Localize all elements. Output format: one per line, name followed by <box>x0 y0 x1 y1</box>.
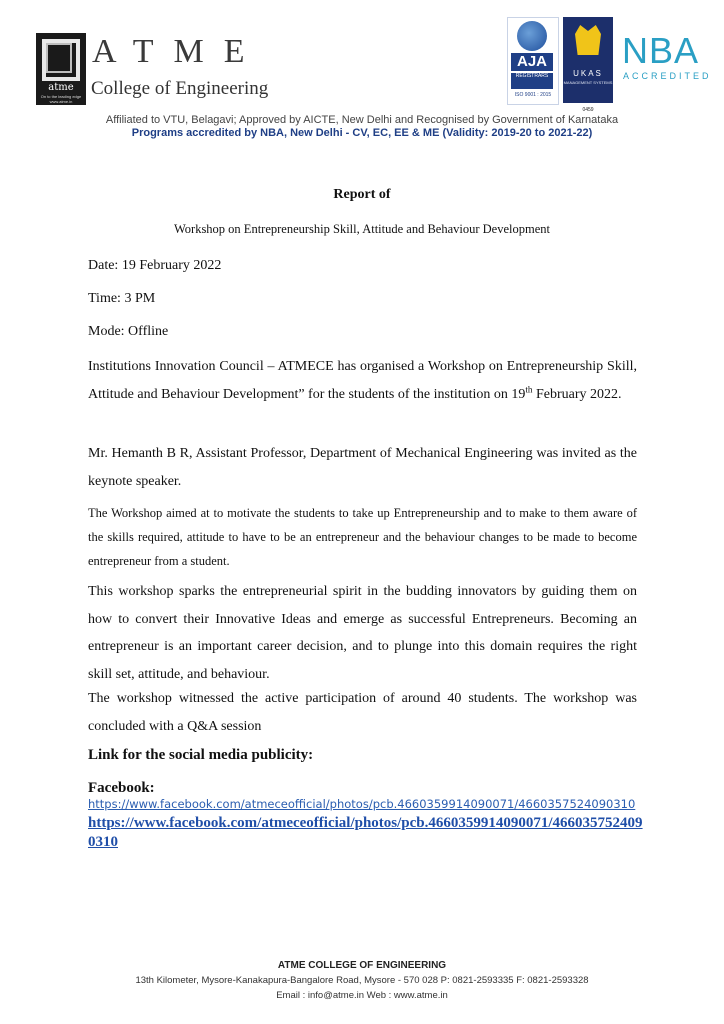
footer-college-name: ATME COLLEGE OF ENGINEERING <box>277 960 447 971</box>
facebook-link-primary[interactable]: https://www.facebook.com/atmeceofficial/photos/pcb.4660359914090071/4660357524090310 <box>88 797 636 811</box>
footer-contact: Email : info@atme.in Web : www.atme.in <box>276 990 448 1001</box>
ukas-sub-label: MANAGEMENT SYSTEMS <box>563 80 613 85</box>
ukas-label: UKAS <box>573 69 603 78</box>
logo-inner-shape <box>46 43 72 73</box>
globe-icon <box>517 21 547 51</box>
crown-icon <box>575 25 601 55</box>
event-date: Date: 19 February 2022 <box>88 258 222 273</box>
logo-tagline: On to the leading edge www.atme.in <box>40 94 82 104</box>
paragraph-speaker: Mr. Hemanth B R, Assistant Professor, Department of Mechanical Engineering was invited as the keynote speaker. <box>88 446 637 489</box>
social-media-heading: Link for the social media publicity: <box>88 747 314 763</box>
paragraph-intro-end: February 2022. <box>532 386 622 402</box>
nba-accredited-text: ACCREDITED <box>623 71 712 81</box>
programs-accreditation-line: Programs accredited by NBA, New Delhi - CV, EC, EE & ME (Validity: 2019-20 to 2021-22) <box>131 127 593 139</box>
ukas-number: 0459 <box>582 107 594 113</box>
aja-iso-label: ISO 9001 : 2015 <box>514 92 552 98</box>
paragraph-participation: The workshop witnessed the active participation of around 40 students. The workshop was concluded with a Q&A session <box>88 691 637 734</box>
event-time: Time: 3 PM <box>88 291 156 306</box>
facebook-label: Facebook: <box>88 780 155 796</box>
nba-logo-text: NBA <box>622 30 700 71</box>
aja-label: AJA <box>511 53 553 71</box>
paragraph-intro-text: Institutions Innovation Council – ATMECE has organised a Workshop on Entrepreneurship Skill, Attitude and Behaviour Development” for the students of the institution on 19 <box>88 359 637 402</box>
logo-word: atme <box>48 82 74 93</box>
affiliation-line: Affiliated to VTU, Belagavi; Approved by AICTE, New Delhi and Recognised by Government of Karnataka <box>105 114 619 126</box>
brand-subtitle: College of Engineering <box>91 78 269 99</box>
paragraph-aim: The Workshop aimed at to motivate the students to take up Entrepreneurship and to make to them aware of the skills required, attitude to have to be an entrepreneur and the behaviour changes to be made to become entrepreneur from a student. <box>88 506 637 568</box>
paragraph-intro <box>88 353 637 408</box>
atme-logo <box>36 33 86 105</box>
aja-registrars-label: REGISTRARS <box>511 73 553 89</box>
brand-name: ATME <box>92 33 265 70</box>
ordinal-suffix: th <box>525 383 533 394</box>
ukas-certification-badge <box>563 17 613 113</box>
report-title: Report of <box>333 187 391 202</box>
report-subtitle: Workshop on Entrepreneurship Skill, Attitude and Behaviour Development <box>173 222 550 236</box>
facebook-link-secondary[interactable]: https://www.facebook.com/atmeceofficial/photos/pcb.4660359914090071/4660357524090310 <box>88 815 643 850</box>
aja-certification-badge <box>507 17 559 105</box>
event-mode: Mode: Offline <box>88 324 169 339</box>
footer-address: 13th Kilometer, Mysore-Kanakapura-Bangalore Road, Mysore - 570 028 P: 0821-2593335 F: 0821-2593328 <box>135 975 589 986</box>
paragraph-purpose: This workshop sparks the entrepreneurial spirit in the budding innovators by guiding them on how to convert their Innovative Ideas and emerge as successful Entrepreneurs. Becoming an entrepreneur is an important career decision, and to plunge into this domain requires the right skill set, attitude, and behaviour. <box>88 584 637 682</box>
